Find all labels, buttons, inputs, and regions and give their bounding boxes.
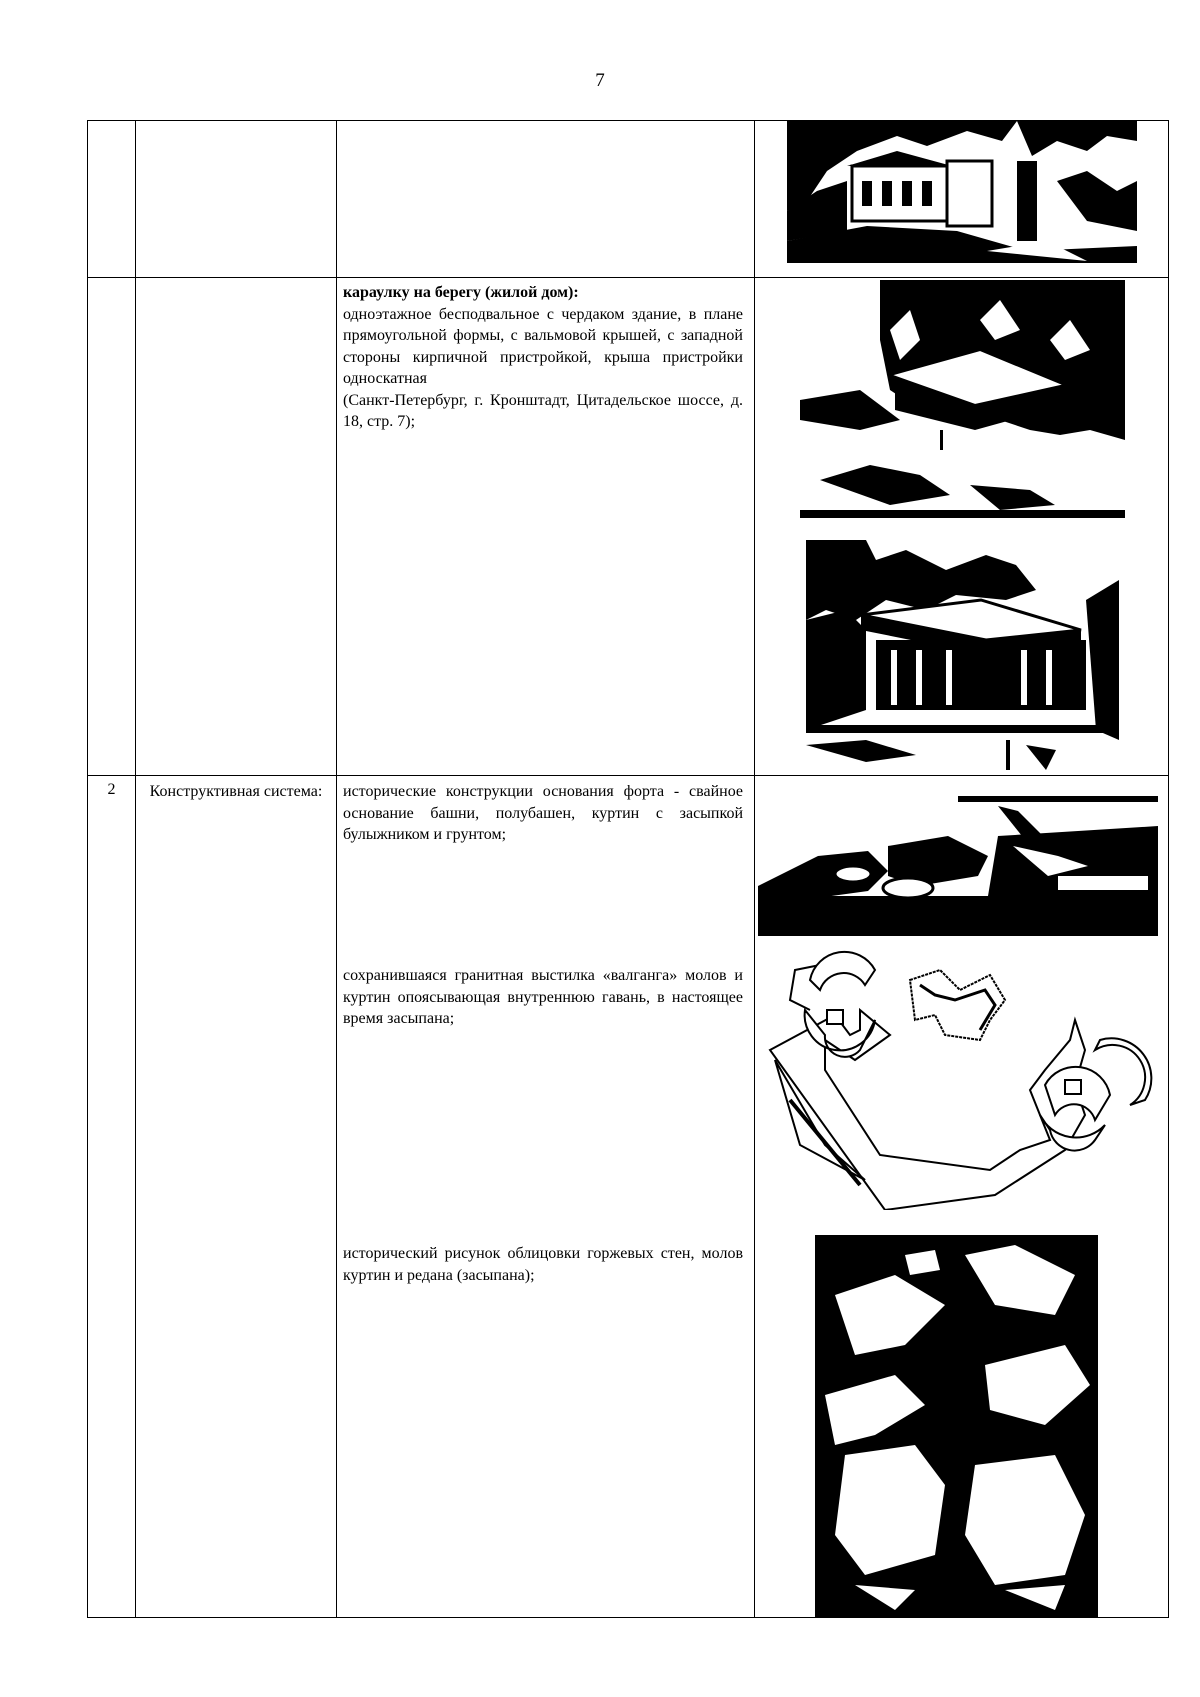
guardhouse-body: одноэтажное бесподвальное с чердаком здание, в плане прямоугольной формы, с вальмовой крышей, с западной стороны кирпичной пристройкой, крыша пристройки односкатная — [343, 305, 743, 387]
row-number: 2 — [107, 781, 116, 798]
granite-paving-text — [343, 965, 743, 1030]
row-name: Конструктивная система: — [149, 783, 323, 800]
guardhouse-photo-1 — [800, 280, 1125, 518]
page-number: 7 — [595, 70, 605, 91]
guardhouse-heading: караулку на берегу (жилой дом): — [343, 284, 579, 301]
table-border-left — [87, 120, 88, 1618]
table-border-bottom — [87, 1617, 1169, 1618]
table-border-right — [1168, 120, 1169, 1618]
row-divider — [87, 277, 1169, 278]
foundation-text — [343, 781, 743, 846]
guardhouse-photo-2 — [806, 540, 1119, 774]
building-photo-top — [787, 121, 1137, 263]
cladding-pattern-text — [343, 1243, 743, 1286]
cladding-pattern-item: исторический рисунок облицовки горжевых стен, молов куртин и редана (засыпана); — [343, 1245, 743, 1284]
foundation-item: исторические конструкции основания форта - свайное основание башни, полубашен, куртин с засыпкой булыжником и грунтом; — [343, 783, 743, 843]
column-divider — [754, 120, 755, 1618]
granite-paving-item: сохранившаяся гранитная выстилка «валганга» молов и куртин опоясывающая внутреннюю гавань, в настоящее время засыпана; — [343, 967, 743, 1027]
column-divider — [135, 120, 136, 1618]
guardhouse-address: (Санкт-Петербург, г. Кронштадт, Цитадельское шоссе, д. 18, стр. 7); — [343, 391, 743, 430]
column-divider — [336, 120, 337, 1618]
cladding-pattern-photo — [815, 1235, 1098, 1617]
guardhouse-description — [343, 282, 743, 433]
fort-plan-drawing — [765, 940, 1155, 1210]
row-divider — [87, 775, 1169, 776]
fort-foundation-photo — [758, 796, 1158, 936]
